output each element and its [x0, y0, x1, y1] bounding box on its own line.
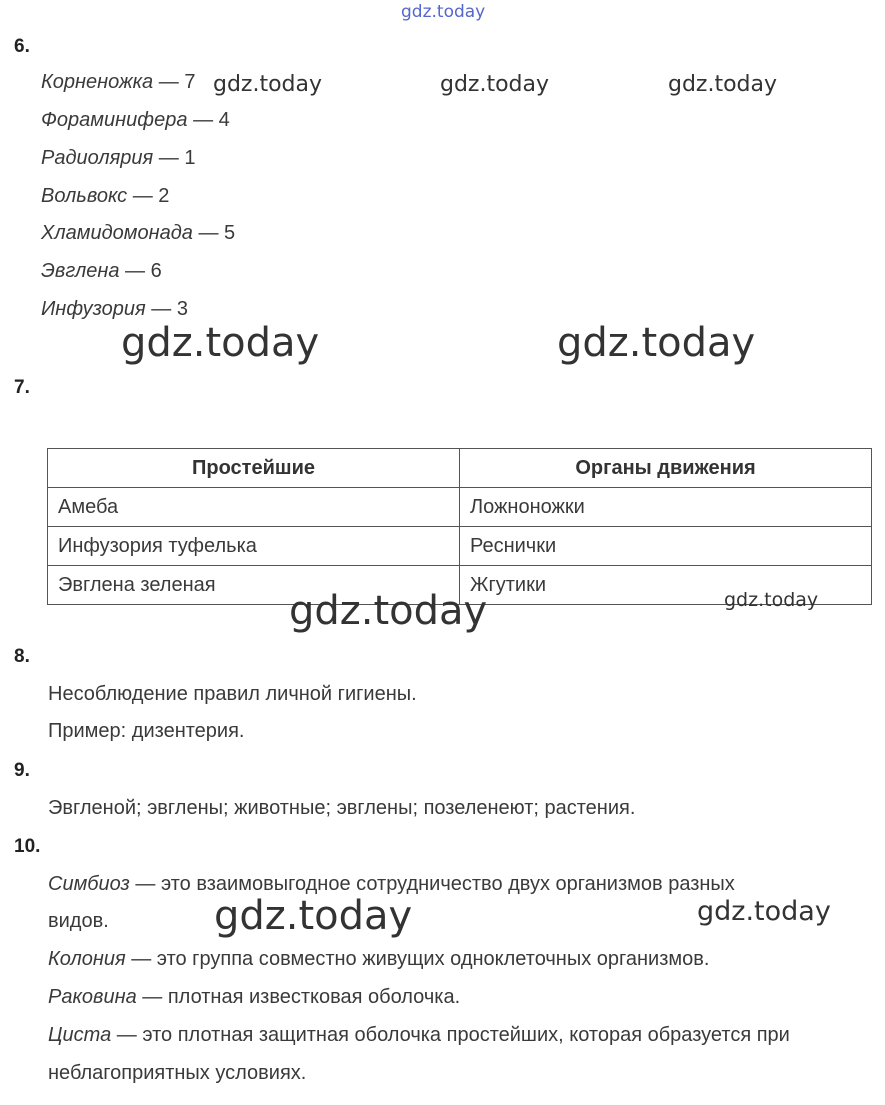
- match-separator: —: [153, 147, 185, 169]
- match-value: 6: [150, 260, 162, 282]
- match-item: [41, 222, 235, 245]
- table-cell: Амеба: [48, 488, 460, 527]
- task-number: 7.: [14, 377, 30, 398]
- column-header: Простейшие: [48, 449, 460, 488]
- match-separator: —: [153, 71, 185, 93]
- definition: [48, 948, 709, 971]
- locomotion-table: [47, 448, 872, 605]
- definition-term: Циста: [48, 1024, 112, 1046]
- match-item: [41, 71, 195, 94]
- task-number: 10.: [14, 836, 41, 857]
- table-cell: Ложноножки: [460, 488, 872, 527]
- match-value: 4: [218, 109, 230, 131]
- match-value: 7: [184, 71, 196, 93]
- match-term: Вольвокс: [41, 185, 128, 207]
- match-term: Хламидомонада: [41, 222, 193, 244]
- answer-line: Эвгленой; эвглены; животные; эвглены; позеленеют; растения.: [48, 797, 636, 819]
- match-value: 3: [176, 298, 188, 320]
- table-cell: Инфузория туфелька: [48, 527, 460, 566]
- match-item: [41, 109, 230, 132]
- definition-text: — плотная известковая оболочка.: [136, 986, 461, 1008]
- task-number: 8.: [14, 646, 30, 667]
- table-cell: Реснички: [460, 527, 872, 566]
- match-value: 2: [158, 185, 170, 207]
- match-item: [41, 260, 162, 283]
- match-term: Корненожка: [41, 71, 154, 93]
- match-separator: —: [127, 185, 159, 207]
- watermark: gdz.today: [289, 588, 488, 634]
- match-item: [41, 298, 188, 321]
- match-value: 1: [184, 147, 196, 169]
- watermark: gdz.today: [724, 589, 819, 611]
- table-header-row: [48, 449, 872, 488]
- match-separator: —: [192, 222, 225, 244]
- column-header: Органы движения: [460, 449, 872, 488]
- definition-continuation: видов.: [48, 910, 109, 932]
- definition-text: — это плотная защитная оболочка простейших, которая образуется при: [111, 1024, 790, 1046]
- table-row: [48, 527, 872, 566]
- table-cell: Жгутики: [460, 566, 872, 605]
- match-item: [41, 147, 195, 170]
- match-item: [41, 185, 169, 208]
- definition: [48, 986, 460, 1009]
- definition-continuation: неблагоприятных условиях.: [48, 1062, 307, 1084]
- match-term: Эвглена: [41, 260, 120, 282]
- table-cell: Эвглена зеленая: [48, 566, 460, 605]
- task-number: 9.: [14, 760, 30, 781]
- watermark-top: gdz.today: [401, 2, 486, 22]
- match-term: Фораминифера: [41, 109, 188, 131]
- match-separator: —: [145, 298, 177, 320]
- match-separator: —: [119, 260, 151, 282]
- definition-term: Раковина: [48, 986, 137, 1008]
- match-term: Инфузория: [41, 298, 146, 320]
- match-separator: —: [187, 109, 219, 131]
- watermark: gdz.today: [668, 72, 778, 97]
- definition-text: — это взаимовыгодное сотрудничество двух организмов разных: [129, 873, 735, 895]
- match-value: 5: [224, 222, 236, 244]
- definition-term: Симбиоз: [48, 873, 130, 895]
- watermark: gdz.today: [697, 896, 831, 927]
- answer-line: Несоблюдение правил личной гигиены.: [48, 683, 417, 705]
- definition-text: — это группа совместно живущих одноклеточных организмов.: [125, 948, 710, 970]
- watermark: gdz.today: [213, 72, 323, 97]
- definition: [48, 1024, 790, 1047]
- watermark: gdz.today: [121, 320, 320, 366]
- task-number: 6.: [14, 36, 30, 57]
- definition-term: Колония: [48, 948, 126, 970]
- answer-line: Пример: дизентерия.: [48, 720, 245, 742]
- table-row: [48, 488, 872, 527]
- watermark: gdz.today: [214, 893, 413, 939]
- watermark: gdz.today: [557, 320, 756, 366]
- watermark: gdz.today: [440, 72, 550, 97]
- match-term: Радиолярия: [41, 147, 154, 169]
